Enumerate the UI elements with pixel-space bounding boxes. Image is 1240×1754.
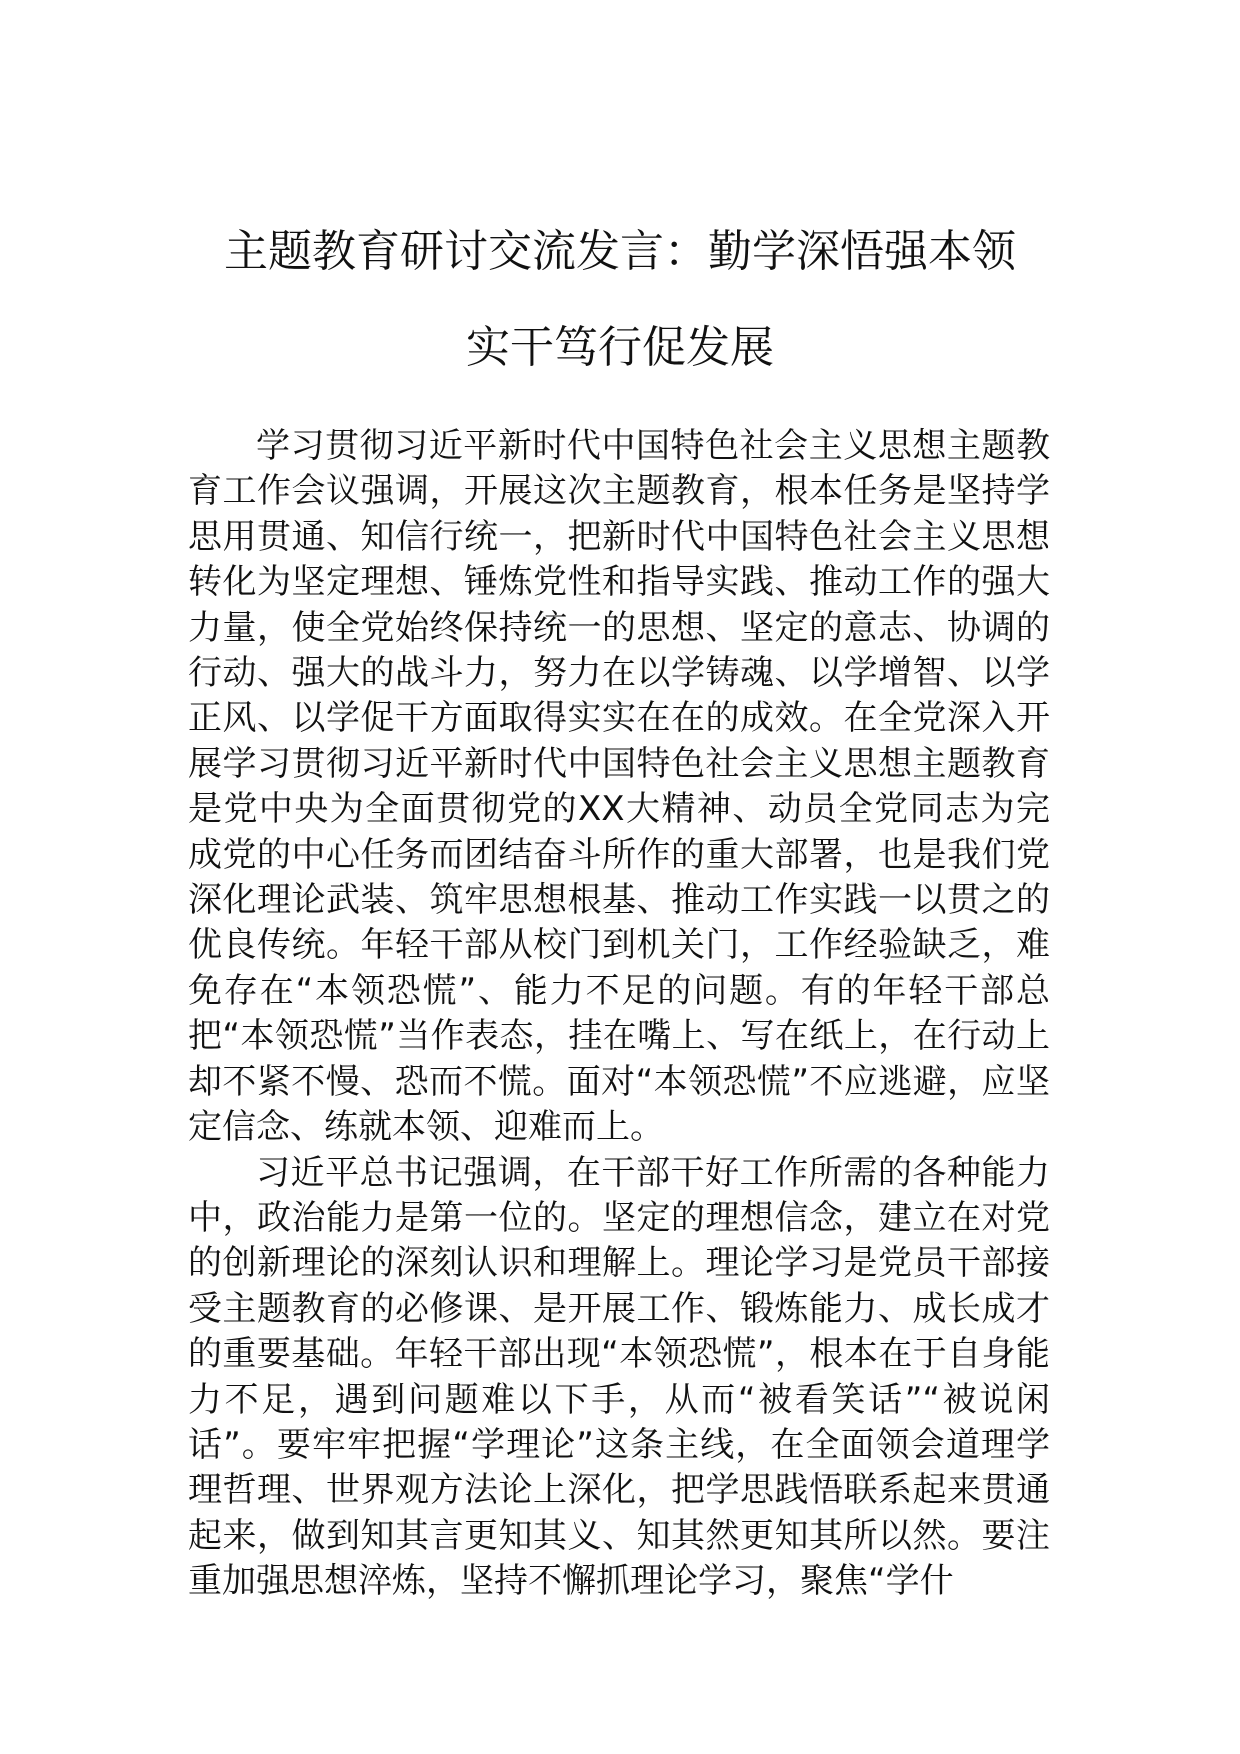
title-line-1: 主题教育研讨交流发言：勤学深悟强本领 <box>224 226 1016 277</box>
document-title <box>0 204 1240 396</box>
paragraph-2: 习近平总书记强调，在干部干好工作所需的各种能力中，政治能力是第一位的。坚定的理想信念，建立在对党的创新理论的深刻认识和理解上。理论学习是党员干部接受主题教育的必修课、是开展工作、锻炼能力、成长成才的重要基础。年轻干部出现“本领恐慌”，根本在于自身能力不足，遇到问题难以下手，从而“被看笑话”“被说闲话”。要牢牢把握“学理论”这条主线，在全面领会道理学理哲理、世界观方法论上深化，把学思践悟联系起来贯通起来，做到知其言更知其义、知其然更知其所以然。要注重加强思想淬炼，坚持不懈抓理论学习，聚焦“学什 <box>188 1152 1050 1602</box>
document-body <box>188 424 1050 1605</box>
paragraph-1: 学习贯彻习近平新时代中国特色社会主义思想主题教育工作会议强调，开展这次主题教育，根本任务是坚持学思用贯通、知信行统一，把新时代中国特色社会主义思想转化为坚定理想、锤炼党性和指导实践、推动工作的强大力量，使全党始终保持统一的思想、坚定的意志、协调的行动、强大的战斗力，努力在以学铸魂、以学增智、以学正风、以学促干方面取得实实在在的成效。在全党深入开展学习贯彻习近平新时代中国特色社会主义思想主题教育是党中央为全面贯彻党的XX大精神、动员全党同志为完成党的中心任务而团结奋斗所作的重大部署，也是我们党深化理论武装、筑牢思想根基、推动工作实践一以贯之的优良传统。年轻干部从校门到机关门，工作经验缺乏，难免存在“本领恐慌”、能力不足的问题。有的年轻干部总把“本领恐慌”当作表态，挂在嘴上、写在纸上，在行动上却不紧不慢、恐而不慌。面对“本领恐慌”不应逃避，应坚定信念、练就本领、迎难而上。 <box>188 426 1050 1148</box>
title-line-2: 实干笃行促发展 <box>466 322 774 373</box>
